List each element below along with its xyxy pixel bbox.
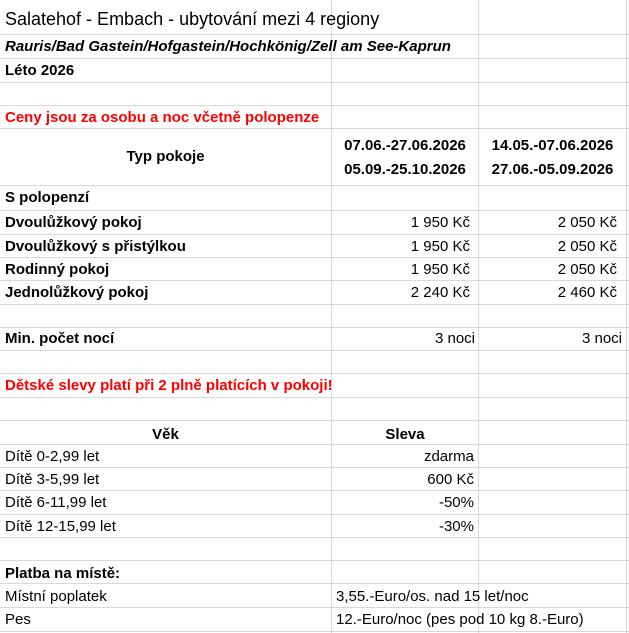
child-discount: -30% [438,518,474,535]
period2-line2: 27.06.-05.09.2026 [491,161,614,178]
child-age: Dítě 3-5,99 let [5,471,100,488]
price-note: Ceny jsou za osobu a noc včetně polopenze [5,109,320,126]
grid-column-line [331,0,332,633]
child-age: Dítě 0-2,99 let [5,448,100,465]
discount-header: Sleva [385,426,425,443]
grid-row-line [0,607,629,608]
grid-row-line [0,210,629,211]
min-nights-period2: 3 noci [581,330,622,347]
min-nights-period1: 3 noci [434,330,475,347]
room-name: Rodinný pokoj [5,261,110,278]
grid-row-line [0,58,629,59]
dog-label: Pes [5,611,31,628]
season-label: Léto 2026 [5,62,75,79]
room-type-header: Typ pokoje [126,148,205,165]
period1-line1: 07.06.-27.06.2026 [344,137,466,154]
room-price-period2: 2 460 Kč [557,284,617,301]
grid-row-line [0,304,629,305]
grid-row-line [0,560,629,561]
room-price-period2: 2 050 Kč [557,238,617,255]
period2-line1: 14.05.-07.06.2026 [491,137,614,154]
grid-row-line [0,105,629,106]
child-discount: 600 Kč [427,471,474,488]
grid-row-line [0,444,629,445]
child-age: Dítě 6-11,99 let [5,494,107,511]
grid-row-line [0,82,629,83]
grid-row-line [0,420,629,421]
grid-row-line [0,350,629,351]
grid-column-line [478,0,479,633]
regions-line: Rauris/Bad Gastein/Hofgastein/Hochkönig/Zell am See-Kaprun [5,38,451,55]
document-title: Salatehof - Embach - ubytování mezi 4 regiony [5,9,380,29]
grid-row-line [0,514,629,515]
grid-row-line [0,373,629,374]
grid-row-line [0,490,629,491]
local-fee-value: 3,55.-Euro/os. nad 15 let/noc [336,588,529,605]
room-price-period2: 2 050 Kč [557,214,617,231]
room-name: Jednolůžkový pokoj [5,284,149,301]
section-label-half-board: S polopenzí [5,189,90,206]
grid-row-line [0,257,629,258]
grid-row-line [0,234,629,235]
local-fee-label: Místní poplatek [5,588,107,605]
child-age: Dítě 12-15,99 let [5,518,116,535]
grid-column-line [626,0,627,633]
grid-row-line [0,185,629,186]
room-price-period1: 1 950 Kč [410,261,470,278]
child-discount: -50% [438,494,474,511]
grid-row-line [0,537,629,538]
room-price-period1: 2 240 Kč [410,284,470,301]
grid-row-line [0,631,629,632]
age-header: Věk [152,426,179,443]
grid-row-line [0,327,629,328]
grid-row-line [0,280,629,281]
room-name: Dvoulůžkový s přistýlkou [5,238,186,255]
grid-row-line [0,467,629,468]
room-price-period1: 1 950 Kč [410,238,470,255]
period1-line2: 05.09.-25.10.2026 [344,161,466,178]
min-nights-label: Min. počet nocí [5,330,115,347]
child-discount-note: Dětské slevy platí při 2 plně platících v pokoji! [5,377,333,394]
room-price-period1: 1 950 Kč [410,214,470,231]
grid-row-line [0,583,629,584]
dog-fee-value: 12.-Euro/noc (pes pod 10 kg 8.-Euro) [336,611,584,628]
room-price-period2: 2 050 Kč [557,261,617,278]
room-name: Dvoulůžkový pokoj [5,214,142,231]
grid-row-line [0,34,629,35]
grid-row-line [0,397,629,398]
grid-row-line [0,128,629,129]
payment-label: Platba na místě: [5,565,121,582]
child-discount: zdarma [423,448,474,465]
